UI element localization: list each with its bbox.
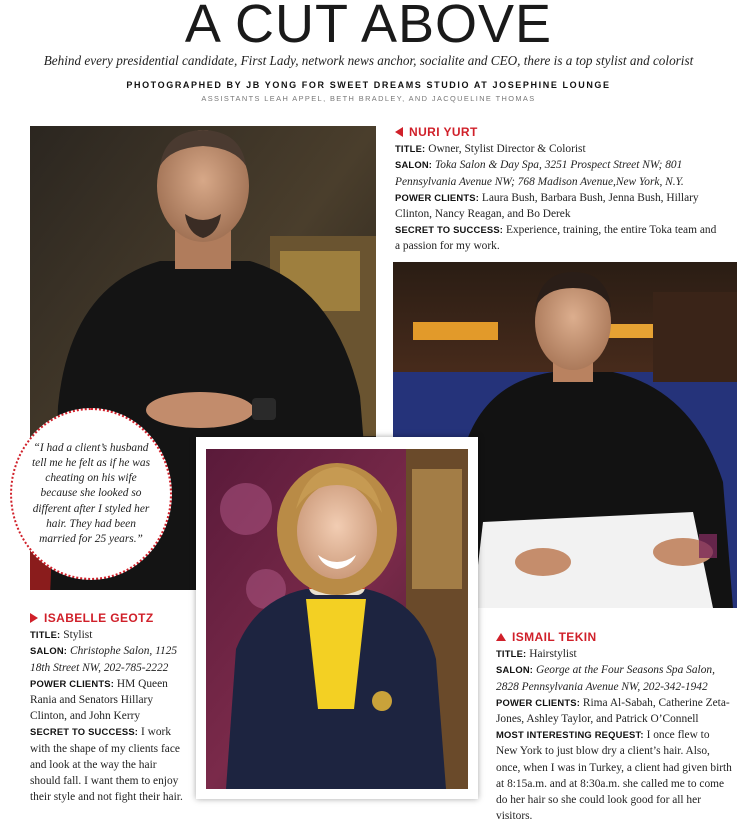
photo-isabelle-geotz [206,449,468,789]
bio-isabelle-geotz [30,610,186,805]
power-clients-label: POWER CLIENTS: [30,677,115,689]
assistants-credit: ASSISTANTS LEAH APPEL, BETH BRADLEY, AND JACQUELINE THOMAS [201,94,536,103]
right-triangle-icon [30,613,38,623]
bio-salon-line [496,662,732,694]
bio-secret: Experience, training, the entire Toka team and a passion for my work. [395,224,717,253]
bio-nuri-yurt [395,124,723,255]
title-label: TITLE: [496,648,527,660]
bio-ismail-tekin [496,629,732,824]
bio-title: Owner, Stylist Director & Colorist [428,143,586,156]
quote-bubble [10,408,172,580]
bio-most-interesting: I once flew to New York to just blow dry a client’s hair. Also, once, when I was in Turkey, a client had given birth at 8:15a.m. and at 8:30a.m. she called me to come do her hair so she could look good for all her visitors. [496,729,732,823]
salon-label: SALON: [395,159,433,171]
bio-title-line [496,646,732,662]
up-triangle-icon [496,633,506,641]
bio-salon: George at the Four Seasons Spa Salon, 2828 Pennsylvania Avenue NW, 202-342-1942 [496,664,715,693]
bio-salon-line [395,157,723,189]
bio-secret: I work with the shape of my clients face and look at the way the hair should fall. I want them to enjoy their style and not fight their hair. [30,726,183,804]
photo-credit: PHOTOGRAPHED BY JB YONG FOR SWEET DREAMS STUDIO AT JOSEPHINE LOUNGE [126,80,611,90]
secret-label: SECRET TO SUCCESS: [30,726,139,738]
bio-power-clients: HM Queen Rania and Senators Hillary Clinton, and John Kerry [30,677,168,723]
quote-text: “I had a client’s husband tell me he felt as if he was cheating on his wife because she looked so different after I styled her hair. They had been married for 25 years.” [32,441,150,545]
bio-title: Hairstylist [529,648,577,661]
power-clients-label: POWER CLIENTS: [496,696,581,708]
bio-secret-line [395,222,723,254]
photo-frame-isabelle-geotz [196,437,478,799]
bio-interesting-line [496,727,732,824]
title-label: TITLE: [30,629,61,641]
left-triangle-icon [395,127,403,137]
most-interesting-label: MOST INTERESTING REQUEST: [496,729,644,741]
title-label: TITLE: [395,143,426,155]
bio-title-line [30,627,186,643]
bio-name: ISABELLE GEOTZ [44,611,154,625]
bio-clients-line [30,676,186,725]
bio-power-clients: Rima Al-Sabah, Catherine Zeta-Jones, Ashley Taylor, and Patrick O’Connell [496,696,730,726]
bio-salon: Toka Salon & Day Spa, 3251 Prospect Street NW; 801 Pennsylvania Avenue NW; 768 Madison Avenue,New York, N.Y. [395,159,684,188]
secret-label: SECRET TO SUCCESS: [395,224,504,236]
bio-power-clients: Laura Bush, Barbara Bush, Jenna Bush, Hillary Clinton, Nancy Reagan, and Bo Derek [395,191,699,221]
bio-salon: Christophe Salon, 1125 18th Street NW, 202-785-2222 [30,645,178,674]
power-clients-label: POWER CLIENTS: [395,191,480,203]
page-title: A CUT ABOVE [184,0,553,54]
bio-clients-line [496,695,732,727]
salon-label: SALON: [30,645,68,657]
bio-name-row [395,124,723,140]
bio-name-row [30,610,186,626]
page-subtitle: Behind every presidential candidate, First Lady, network news anchor, socialite and CEO, there is a top stylist and colorist [43,53,694,68]
salon-label: SALON: [496,664,534,676]
bio-salon-line [30,643,186,675]
bio-name-row [496,629,732,645]
bio-secret-line [30,724,186,805]
bio-name: ISMAIL TEKIN [512,630,597,644]
bio-title: Stylist [63,629,93,642]
bio-clients-line [395,190,723,222]
bio-title-line [395,141,723,157]
bio-name: NURI YURT [409,125,478,139]
